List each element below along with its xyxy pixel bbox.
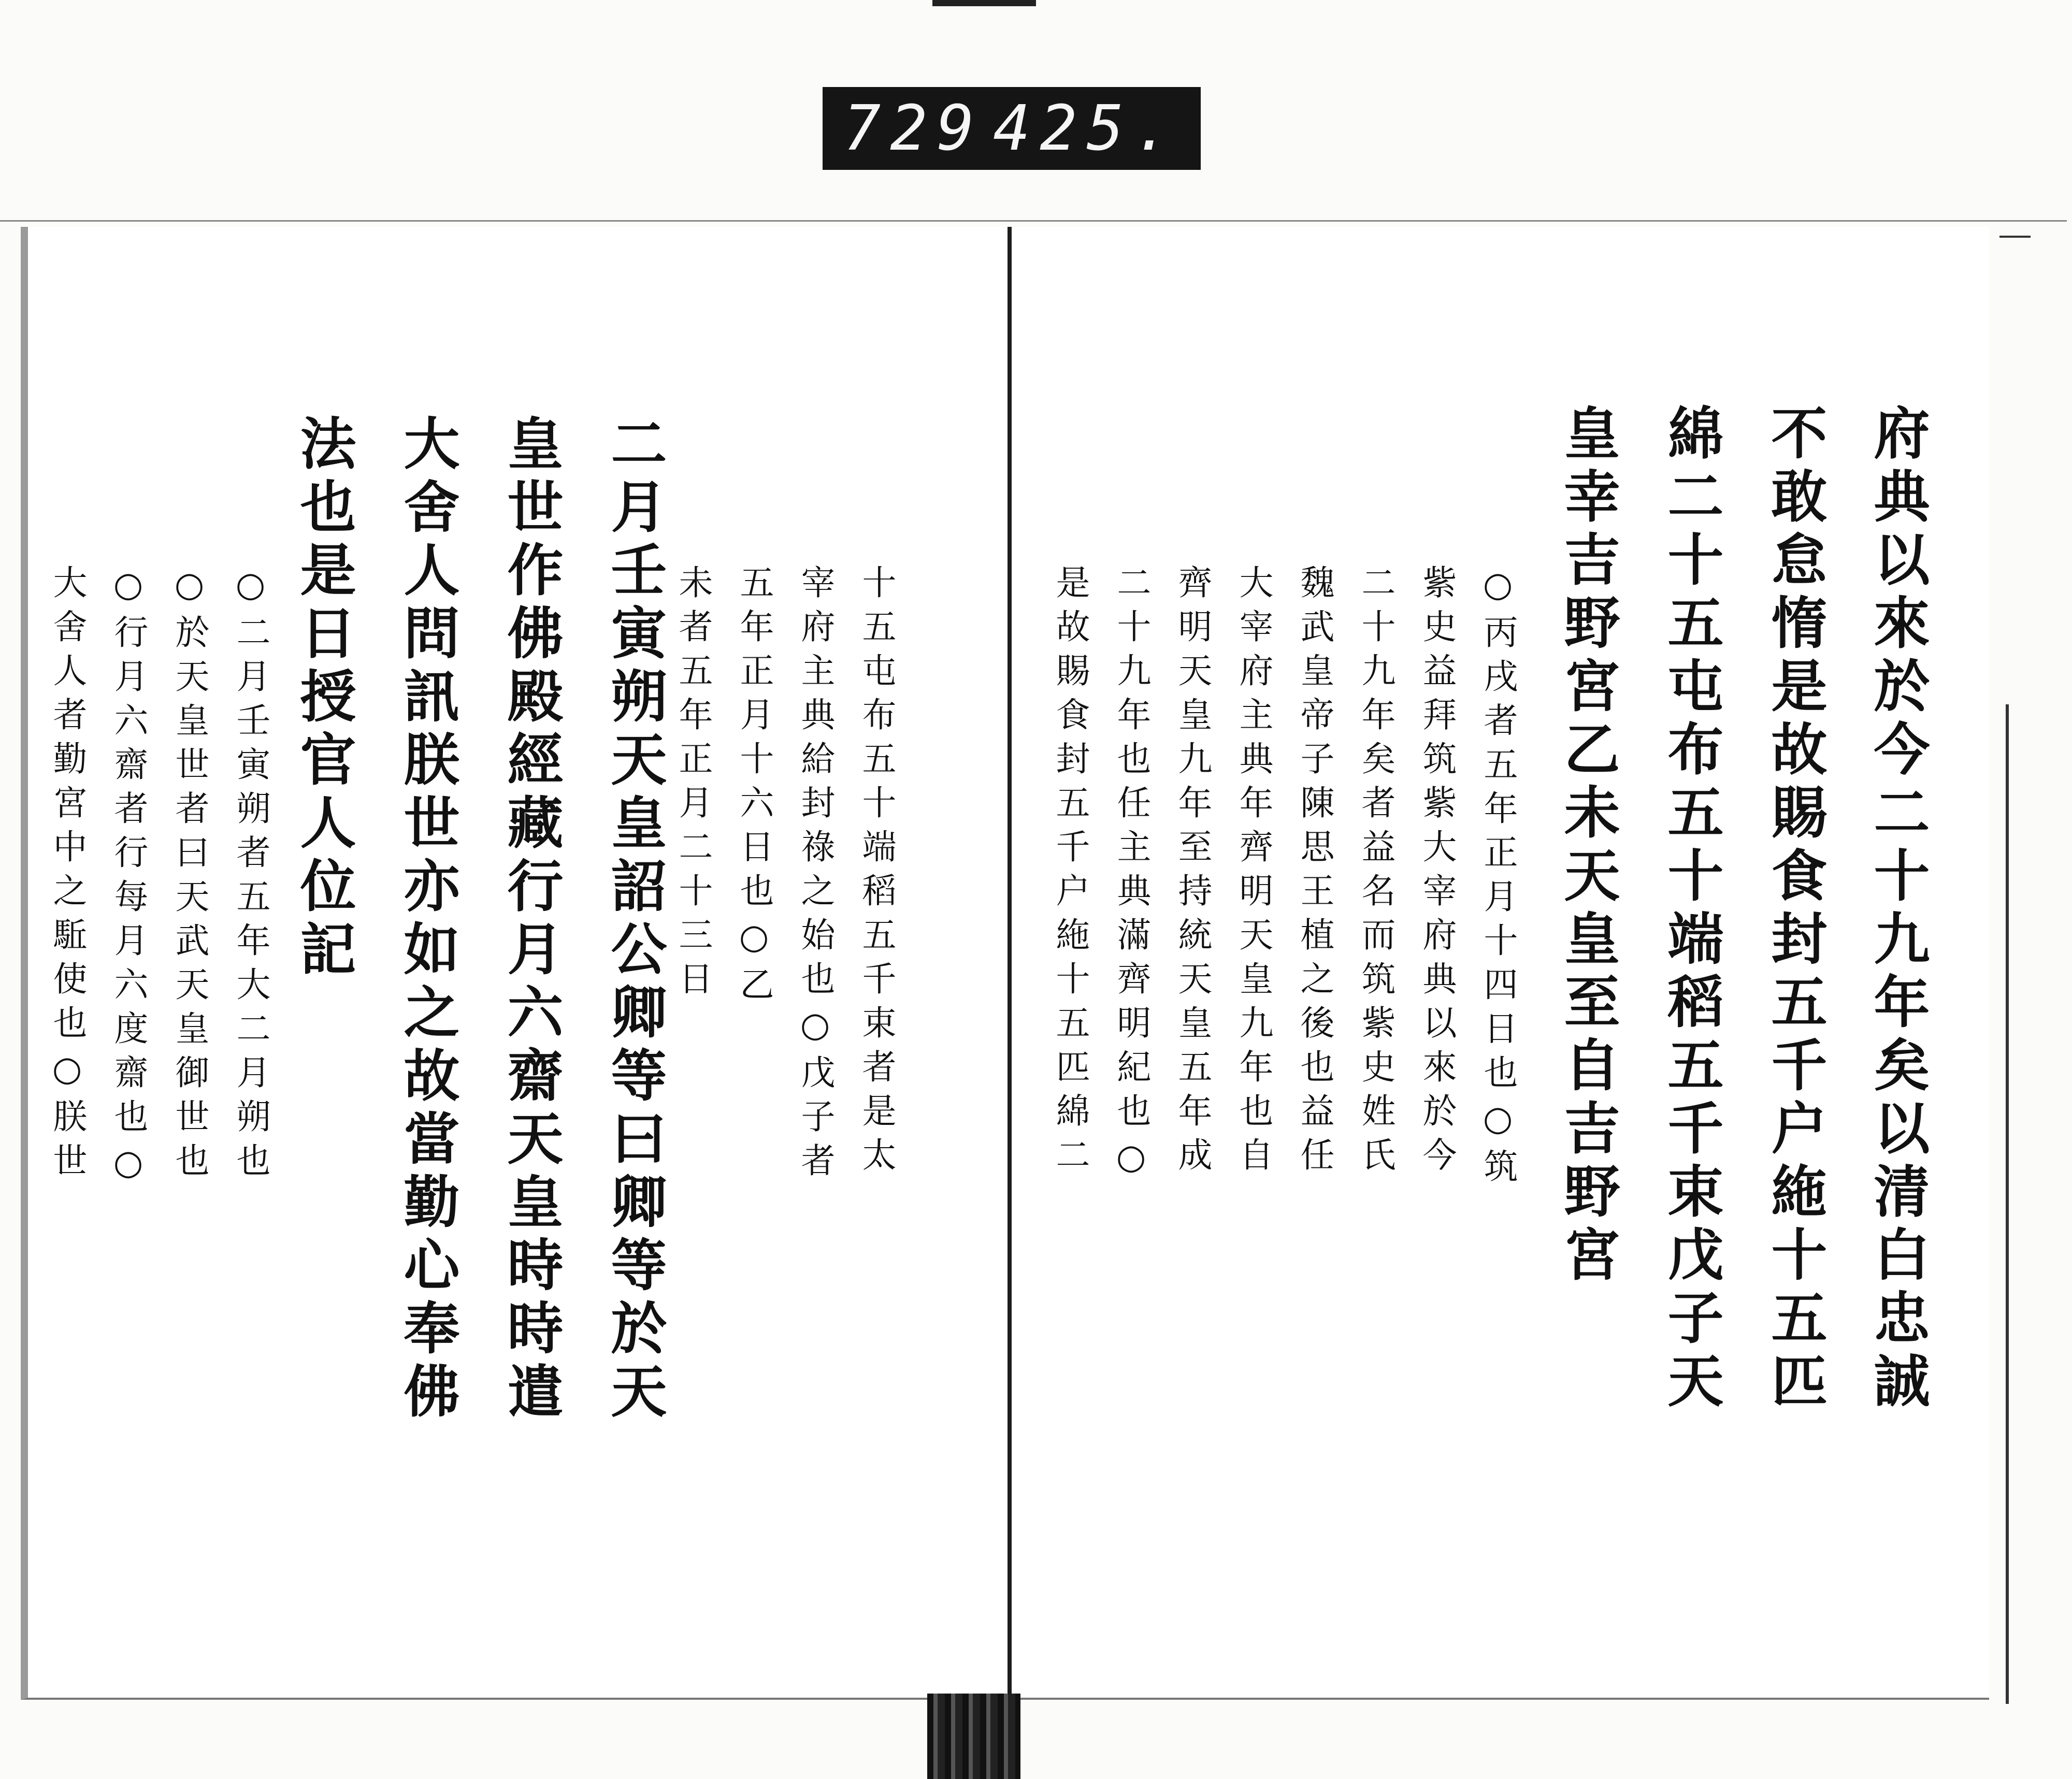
book-gutter (1008, 227, 1012, 1698)
right-note-column-2: 紫史益拜筑紫大宰府典以來於今 (1417, 565, 1457, 1181)
right-note-column-1: ○丙戌者五年正月十四日也○筑 (1478, 565, 1518, 1192)
right-note-column-4: 魏武皇帝子陳思王植之後也益任 (1294, 565, 1334, 1181)
left-main-column-4: 法也是日授官人位記 (291, 414, 356, 983)
left-bottom-note-column-4: 大舍人者勤宮中之駈使也○朕世 (47, 565, 87, 1187)
left-note-column-4: 未者五年正月二十三日 (673, 565, 713, 1005)
right-note-column-6: 齊明天皇九年至持統天皇五年成 (1172, 565, 1212, 1181)
right-main-column-4: 皇幸吉野宮乙未天皇至自吉野宮 (1555, 404, 1620, 1289)
right-note-column-3: 二十九年矣者益名而筑紫史姓氏 (1356, 565, 1395, 1181)
spine-bottom-edge (927, 1694, 1020, 1779)
page-corner-mark (1999, 236, 2031, 238)
left-main-column-3: 大舍人問訊朕世亦如之故當勤心奉佛 (394, 414, 459, 1425)
catalog-label (823, 87, 1201, 170)
left-main-column-2: 皇世作佛殿經藏行月六齋天皇時時遣 (498, 414, 563, 1425)
right-main-column-2: 不敢怠惰是故賜食封五千户絁十五匹 (1762, 404, 1827, 1415)
page-edge-line (2006, 704, 2009, 1704)
right-main-column-3: 綿二十五屯布五十端稻五千束戊子天 (1658, 404, 1723, 1415)
catalog-label-right-number: 425. (993, 92, 1180, 165)
left-note-column-1: 十五屯布五十端稻五千束者是太 (856, 565, 896, 1181)
catalog-label-left-number: 729 (843, 92, 984, 165)
left-bottom-note-column-1: ○二月壬寅朔者五年大二月朔也 (231, 565, 270, 1187)
right-note-column-7: 二十九年也任主典滿齊明紀也○ (1111, 565, 1151, 1187)
left-main-column-1: 二月壬寅朔天皇詔公卿等曰卿等於天 (601, 414, 667, 1425)
right-note-column-5: 大宰府主典年齊明天皇九年也自 (1233, 565, 1273, 1181)
right-main-column-1: 府典以來於今二十九年矣以清白忠誠 (1864, 404, 1930, 1415)
left-note-column-3: 五年正月十六日也○乙 (734, 565, 774, 1010)
left-bottom-note-column-3: ○行月六齋者行每月六度齋也○ (108, 565, 148, 1192)
left-note-column-2: 宰府主典給封祿之始也○戊子者 (795, 565, 835, 1187)
left-bottom-note-column-2: ○於天皇世者曰天武天皇御世也 (169, 565, 209, 1187)
spine-top-edge (932, 0, 1036, 6)
right-note-column-8: 是故賜食封五千户絁十五匹綿二 (1050, 565, 1090, 1181)
